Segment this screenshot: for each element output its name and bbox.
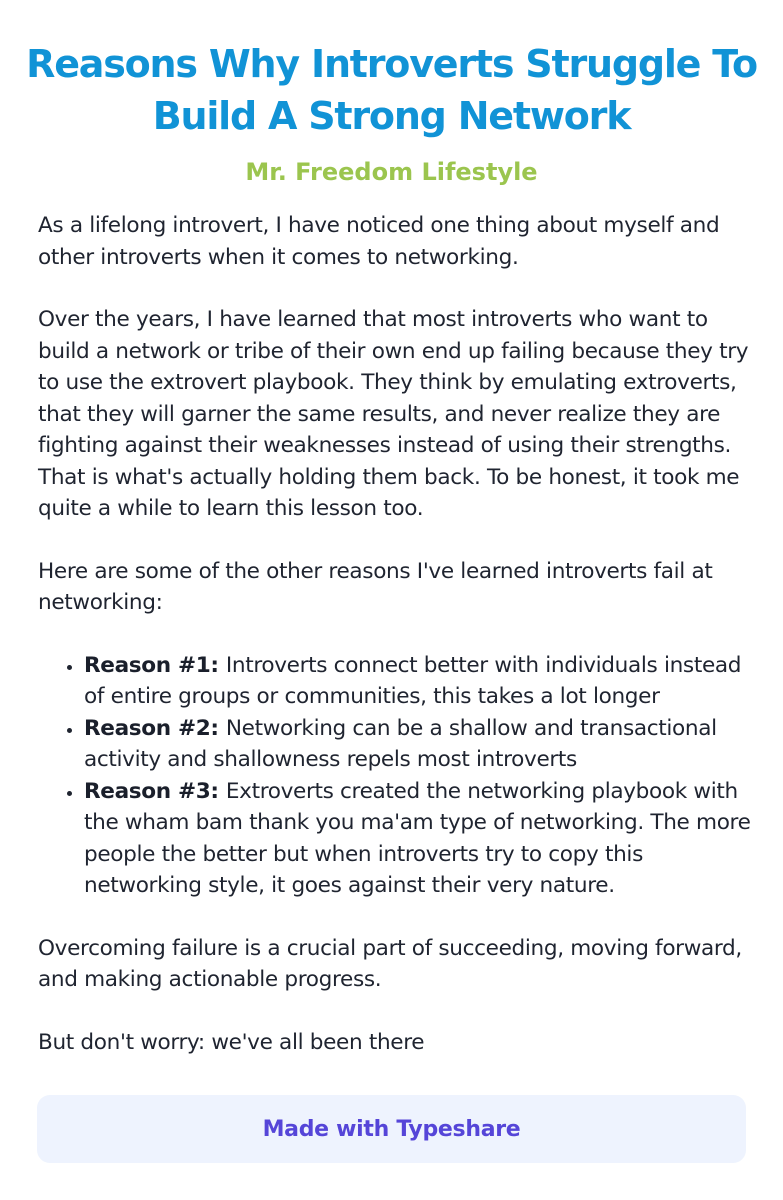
list-item: [84, 713, 753, 776]
made-with-typeshare-banner[interactable]: [37, 1095, 746, 1163]
reason-text: Networking can be a shallow and transactional activity and shallowness repels most introverts: [84, 715, 717, 772]
made-with-typeshare-label: Made with Typeshare: [262, 1116, 521, 1142]
outro-paragraph: Overcoming failure is a crucial part of succeeding, moving forward, and making actionable progress.: [38, 935, 742, 992]
article-body: [38, 210, 753, 1089]
reason-label: Reason #2:: [84, 715, 226, 741]
reason-text: Introverts connect better with individuals instead of entire groups or communities, this takes a lot longer: [84, 652, 742, 709]
list-item: [84, 650, 753, 713]
intro-paragraph: Here are some of the other reasons I've learned introverts fail at networking:: [38, 558, 713, 615]
page-title: Reasons Why Introverts Struggle To Build A Strong Network: [26, 42, 757, 138]
intro-paragraph: Over the years, I have learned that most introverts who want to build a network or tribe of their own end up failing because they try to use the extrovert playbook. They think by emulating extroverts, that they will garner the same results, and never realize they are fighting against their weaknesses instead of using their strengths. That is what's actually holding them back. To be honest, it took me quite a while to learn this lesson too.: [38, 307, 749, 521]
outro-paragraph: But don't worry: we've all been there: [38, 1029, 425, 1055]
reason-text: Extroverts created the networking playbook with the wham bam thank you ma'am type of networking. The more people the better but when introverts try to copy this networking style, it goes against their very nature.: [84, 778, 751, 898]
reason-label: Reason #1:: [84, 652, 226, 678]
reason-label: Reason #3:: [84, 778, 226, 804]
list-item: [84, 776, 753, 902]
intro-paragraph: As a lifelong introvert, I have noticed one thing about myself and other introverts when it comes to networking.: [38, 213, 720, 270]
author-name: Mr. Freedom Lifestyle: [245, 158, 538, 186]
reasons-list: [38, 650, 753, 902]
